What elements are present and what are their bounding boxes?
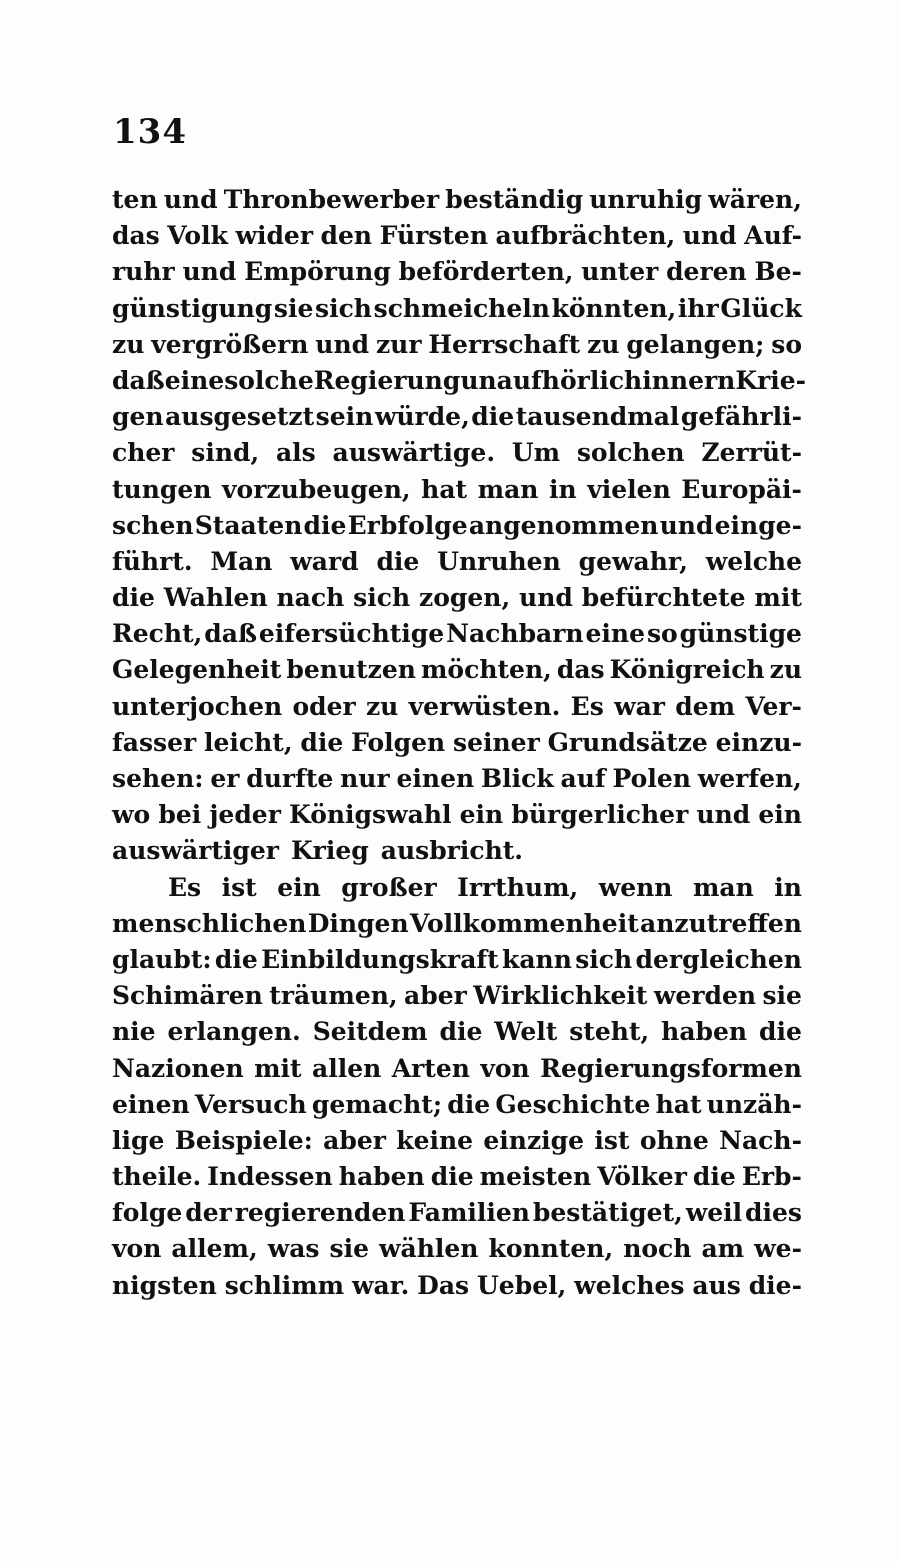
text-line: Nazionen mit allen Arten von Regierungsformen (112, 1053, 802, 1083)
text-line: ten und Thronbewerber beständig unruhig wären, (112, 185, 802, 214)
text-line: folge der regierenden Familien bestätiget, weil dies (112, 1198, 802, 1228)
text-line: auswärtiger Krieg ausbricht. (112, 836, 523, 866)
text-line: gen ausgesetzt sein würde, die tausendmal gefährli- (112, 402, 802, 432)
text-line: die Wahlen nach sich zogen, und befürchtete mit (112, 583, 802, 613)
text-line: sehen: er durfte nur einen Blick auf Polen werfen, (112, 764, 802, 793)
text-line: Schimären träumen, aber Wirklichkeit werden sie (112, 981, 802, 1011)
text-line: das Volk wider den Fürsten aufbrächten, und Auf- (112, 221, 802, 251)
text-line: wo bei jeder Königswahl ein bürgerlicher und ein (112, 800, 802, 830)
text-line: nigsten schlimm war. Das Uebel, welches aus die- (112, 1270, 802, 1300)
text-line: theile. Indessen haben die meisten Völker die Erb- (112, 1162, 802, 1192)
text-line: einen Versuch gemacht; die Geschichte hat unzäh- (112, 1089, 802, 1119)
paragraph (112, 870, 802, 1304)
text-line: nie erlangen. Seitdem die Welt steht, haben die (112, 1017, 802, 1047)
text-line: zu vergrößern und zur Herrschaft zu gelangen; so (112, 329, 802, 359)
text-line: schen Staaten die Erbfolge angenommen und einge- (112, 510, 802, 540)
text-line: Es ist ein großer Irrthum, wenn man in (168, 872, 802, 902)
text-line: Recht, daß eifersüchtige Nachbarn eine so günstige (112, 619, 802, 649)
text-line: tungen vorzubeugen, hat man in vielen Europäi- (112, 474, 802, 504)
text-line: Gelegenheit benutzen möchten, das Königreich zu (112, 655, 802, 685)
text-line: führt. Man ward die Unruhen gewahr, welche (112, 546, 802, 576)
text-line: daß eine solche Regierung unaufhörlich innern Krie- (112, 365, 807, 395)
page-number: 134 (113, 112, 187, 152)
text-line: lige Beispiele: aber keine einzige ist ohne Nach- (112, 1125, 802, 1155)
text-line: von allem, was sie wählen konnten, noch am we- (112, 1234, 802, 1264)
text-line: günstigung sie sich schmeicheln könnten, ihr Glück (112, 293, 802, 323)
text-line: menschlichen Dingen Vollkommenheit anzutreffen (112, 908, 802, 938)
body-text (112, 182, 807, 1304)
text-line: ruhr und Empörung beförderten, unter deren Be- (112, 257, 802, 287)
text-line: glaubt: die Einbildungskraft kann sich dergleichen (112, 944, 802, 974)
text-line: cher sind, als auswärtige. Um solchen Zerrüt- (112, 438, 802, 468)
text-line: fasser leicht, die Folgen seiner Grundsätze einzu- (112, 727, 802, 757)
text-line: unterjochen oder zu verwüsten. Es war dem Ver- (112, 691, 802, 721)
paragraph (112, 182, 807, 870)
